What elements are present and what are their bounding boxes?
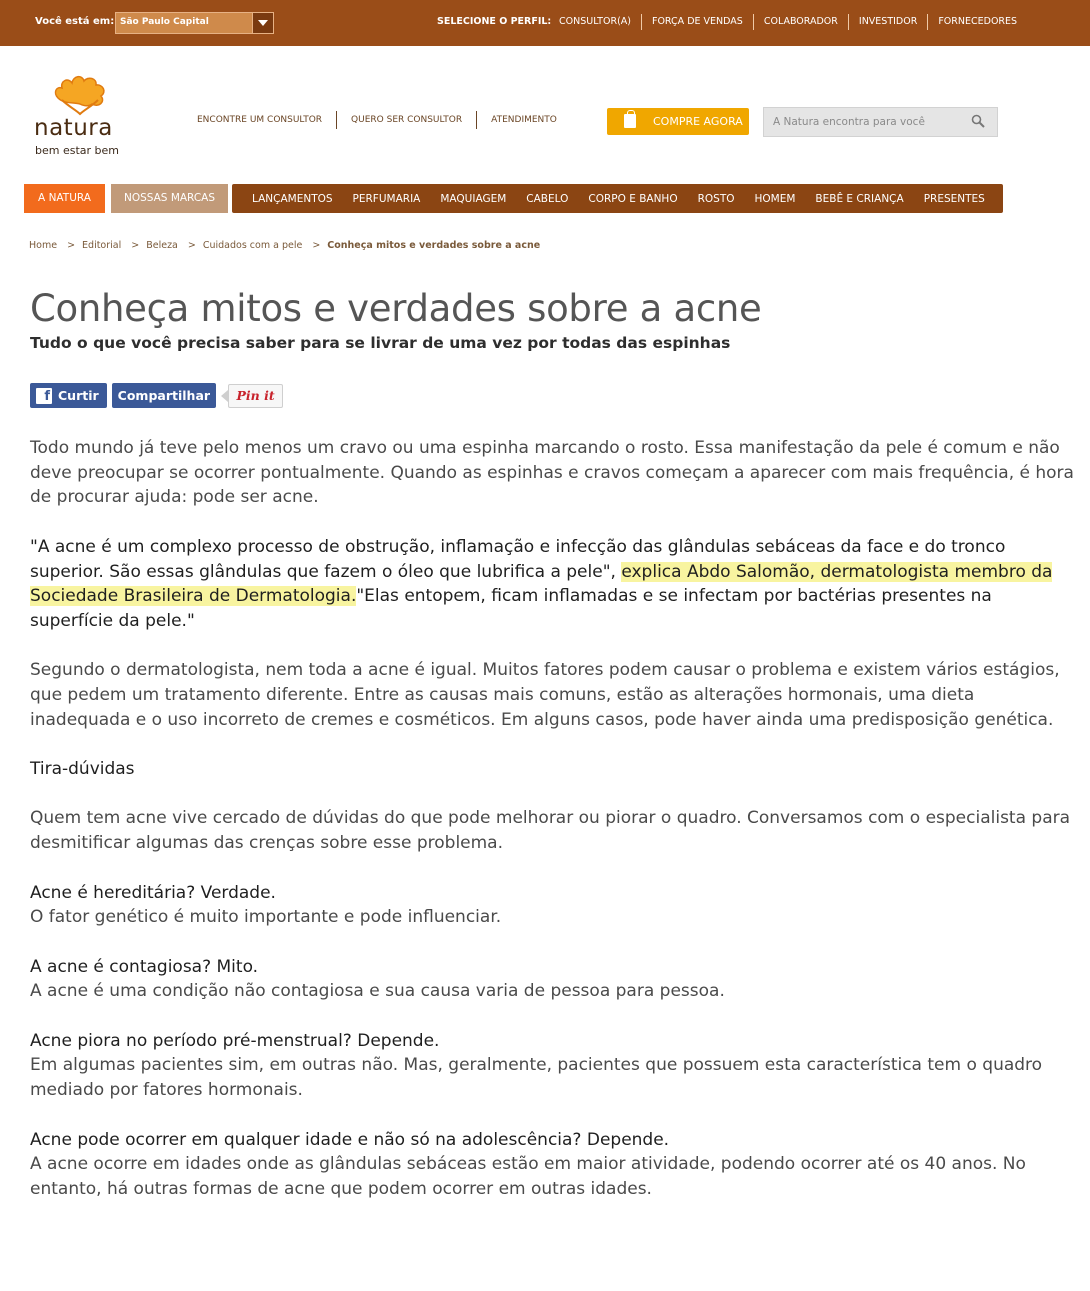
shopping-bag-icon — [624, 114, 636, 128]
page-title: Conheça mitos e verdades sobre a acne — [30, 287, 762, 330]
breadcrumb — [29, 240, 540, 251]
social-buttons — [30, 383, 283, 408]
facebook-share-button[interactable]: Compartilhar — [112, 383, 216, 408]
facebook-like-button[interactable] — [30, 383, 107, 408]
location-select[interactable] — [115, 12, 274, 34]
chevron-down-icon[interactable] — [252, 13, 273, 33]
breadcrumb-beleza[interactable]: Beleza — [146, 240, 178, 251]
location-value: São Paulo Capital — [120, 17, 209, 27]
nav-nossas-marcas[interactable] — [111, 184, 228, 213]
profile-label: SELECIONE O PERFIL: — [437, 16, 552, 27]
profile-links — [549, 14, 1027, 30]
location-label: Você está em: — [35, 16, 115, 27]
breadcrumb-separator: > — [312, 240, 321, 251]
breadcrumb-separator: > — [131, 240, 140, 251]
qa-answer: A acne ocorre em idades onde as glândulas sebáceas estão em maior atividade, podendo ocorrer até os 40 anos. No entanto, há outras formas de acne que podem ocorrer em outras idades. — [30, 1154, 1026, 1199]
main-nav — [232, 184, 1003, 213]
article-paragraph: Segundo o dermatologista, nem toda a acne é igual. Muitos fatores podem causar o problema e existem vários estágios, que pedem um tratamento diferente. Entre as causas mais comuns, estão as alterações hormonais, uma dieta inadequada e o uso incorreto de cremes e cosméticos. Em alguns casos, pode haver ainda uma predisposição genética. — [30, 660, 1060, 730]
search-box — [763, 107, 998, 137]
breadcrumb-home[interactable]: Home — [29, 240, 58, 251]
qa-question: A acne é contagiosa? Mito. — [30, 956, 259, 977]
nav-item-presentes[interactable]: PRESENTES — [923, 192, 985, 205]
nav-item-homem[interactable]: HOMEM — [754, 192, 796, 205]
customer-service-link[interactable]: ATENDIMENTO — [476, 111, 571, 129]
breadcrumb-cuidados[interactable]: Cuidados com a pele — [202, 240, 303, 251]
breadcrumb-separator: > — [67, 240, 76, 251]
article-paragraph: Quem tem acne vive cercado de dúvidas do que pode melhorar ou piorar o quadro. Conversamos com o especialista para desmitificar algumas das crenças sobre esse problema. — [30, 808, 1071, 854]
article-paragraph: Todo mundo já teve pelo menos um cravo ou uma espinha marcando o rosto. Essa manifestação da pele é comum e não deve preocupar se ocorrer pontualmente. Quando as espinhas e cravos começam a aparecer com mais frequência, é hora de procurar ajuda: pode ser acne. — [30, 438, 1074, 508]
qa-item — [30, 1128, 1078, 1202]
flower-logo-icon — [50, 74, 110, 116]
find-consultant-link[interactable]: ENCONTRE UM CONSULTOR — [197, 115, 323, 125]
nav-item-corpo-e-banho[interactable]: CORPO E BANHO — [588, 192, 678, 205]
section-title: Tira-dúvidas — [30, 759, 135, 780]
natura-logo[interactable] — [34, 74, 130, 160]
profile-link-forca-de-vendas[interactable]: FORÇA DE VENDAS — [641, 14, 753, 30]
facebook-icon: f — [36, 388, 52, 404]
header-links — [187, 111, 571, 129]
qa-question: Acne é hereditária? Verdade. — [30, 882, 276, 903]
buy-now-label: COMPRE AGORA — [653, 115, 743, 128]
page-subtitle: Tudo o que você precisa saber para se livrar de uma vez por todas das espinhas — [30, 334, 731, 352]
nav-item-bebe-e-crianca[interactable]: BEBÊ E CRIANÇA — [815, 192, 904, 205]
profile-link-fornecedores[interactable]: FORNECEDORES — [927, 14, 1027, 30]
like-label: Curtir — [58, 388, 99, 403]
qa-question: Acne pode ocorrer em qualquer idade e não só na adolescência? Depende. — [30, 1129, 670, 1150]
top-bar — [0, 0, 1090, 46]
qa-answer: O fator genético é muito importante e pode influenciar. — [30, 907, 502, 928]
qa-question: Acne piora no período pré-menstrual? Depende. — [30, 1030, 440, 1051]
nav-a-natura-label: A NATURA — [38, 192, 91, 204]
breadcrumb-editorial[interactable]: Editorial — [82, 240, 122, 251]
nav-a-natura[interactable] — [24, 184, 105, 213]
qa-item — [30, 881, 1078, 930]
pinterest-button[interactable]: Pin it — [228, 384, 283, 408]
logo-word: natura — [34, 115, 113, 141]
nav-item-maquiagem[interactable]: MAQUIAGEM — [440, 192, 507, 205]
qa-answer: A acne é uma condição não contagiosa e sua causa varia de pessoa para pessoa. — [30, 981, 725, 1002]
nav-item-rosto[interactable]: ROSTO — [697, 192, 735, 205]
profile-link-consultor[interactable]: CONSULTOR(A) — [559, 16, 631, 27]
profile-link-investidor[interactable]: INVESTIDOR — [848, 14, 927, 30]
quote-part-a: "A acne é um complexo processo de obstrução, inflamação e infecção das glândulas sebáceas da face e do tronco superior. São essas glândulas que fazem o óleo que lubrifica a pele", — [30, 536, 1006, 582]
qa-list — [30, 881, 1078, 1202]
qa-item — [30, 1029, 1078, 1103]
article-body — [30, 436, 1078, 1226]
highlighted-attribution: explica Abdo Salomão, dermatologista membro da Sociedade Brasileira de Dermatologia. — [30, 561, 1053, 607]
breadcrumb-separator: > — [187, 240, 196, 251]
nav-item-lancamentos[interactable]: LANÇAMENTOS — [252, 192, 333, 205]
breadcrumb-current: Conheça mitos e verdades sobre a acne — [327, 240, 541, 251]
qa-answer: Em algumas pacientes sim, em outras não. Mas, geralmente, pacientes que possuem esta característica tem o quadro mediado por fatores hormonais. — [30, 1055, 1043, 1101]
search-icon[interactable] — [971, 114, 985, 128]
nav-item-perfumaria[interactable]: PERFUMARIA — [352, 192, 421, 205]
nav-nossas-marcas-label: NOSSAS MARCAS — [123, 192, 216, 204]
buy-now-button[interactable] — [607, 108, 749, 135]
qa-item — [30, 955, 1078, 1004]
quote-part-b: "Elas entopem, ficam inflamadas e se infectam por bactérias presentes na superfície da pele." — [30, 586, 992, 631]
profile-link-colaborador[interactable]: COLABORADOR — [753, 14, 848, 30]
become-consultant-link[interactable]: QUERO SER CONSULTOR — [336, 111, 476, 129]
logo-tagline: bem estar bem — [35, 144, 119, 157]
quote-paragraph — [30, 535, 1078, 634]
search-input[interactable] — [764, 108, 964, 136]
nav-item-cabelo[interactable]: CABELO — [526, 192, 569, 205]
